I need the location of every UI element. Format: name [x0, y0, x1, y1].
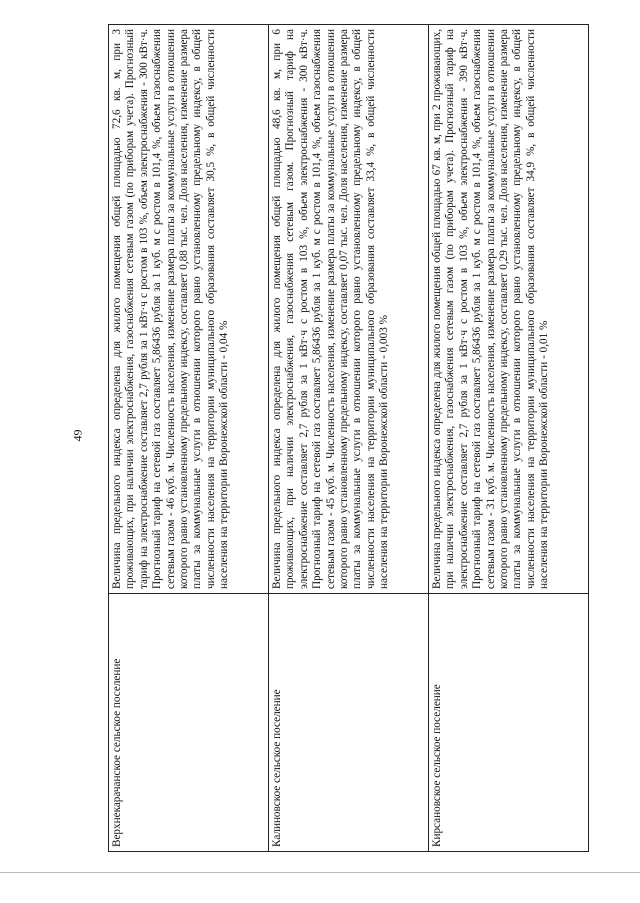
scan-edge-line	[0, 872, 640, 873]
settlements-table	[108, 24, 589, 852]
settlement-name: Кирсановское сельское поселение	[429, 594, 589, 852]
table-row	[429, 25, 589, 852]
settlement-name: Верхнекарачанское сельское поселение	[109, 594, 269, 852]
table-holder	[108, 24, 589, 852]
settlement-description: Величина предельного индекса определена для жилого помещения общей площадью 67 кв. м, при 2 проживающих, при наличии электроснабжения, газоснабжения сетевым газом (по приборам учета). Прогнозный тариф на электроснабжение составляет 2,7 рубля за 1 кВт·ч с ростом в 103 %, объем электроснабжения - 390 кВт·ч. Прогнозный тариф на сетевой газ составляет 5,86436 рубля за 1 куб. м с ростом в 101,4 %, объем газоснабжения сетевым газом - 31 куб. м. Численность населения, изменение размера платы за коммунальные услуги в отношении которого равно установленному предельному индексу, составляет 0,29 тыс. чел. Доля населения, изменение размера платы за коммунальные услуги в отношении которого равно установленному предельному индексу, в общей численности населения на территории муниципального образования составляет 34,9 %, в общей численности населения на территории Воронежской области - 0,01 %	[429, 25, 589, 594]
page-number: 49	[70, 429, 85, 442]
table-row	[109, 25, 269, 852]
rotated-page-content	[108, 24, 589, 852]
settlement-description: Величина предельного индекса определена для жилого помещения общей площадью 48,6 кв. м, при 6 проживающих, при наличии электроснабжения, газоснабжения сетевым газом. Прогнозный тариф на электроснабжение составляет 2,7 рубля за 1 кВт·ч с ростом в 103 %, объем электроснабжения - 300 кВт·ч. Прогнозный тариф на сетевой газ составляет 5,86436 рубля за 1 куб. м с ростом в 101,4 %, объем газоснабжения сетевым газом - 45 куб. м. Численность населения, изменение размера платы за коммунальные услуги в отношении которого равно установленному предельному индексу, составляет 0,07 тыс. чел. Доля населения, изменение размера платы за коммунальные услуги в отношении которого равно установленному предельному индексу, в общей численности населения на территории муниципального образования составляет 33,4 %, в общей численности населения на территории Воронежской области - 0,003 %	[269, 25, 429, 594]
settlement-description: Величина предельного индекса определена для жилого помещения общей площадью 72,6 кв. м, при 3 проживающих, при наличии электроснабжения, газоснабжения сетевым газом (по приборам учета). Прогнозный тариф на электроснабжение составляет 2,7 рубля за 1 кВт·ч с ростом в 103 %, объем электроснабжения - 300 кВт·ч. Прогнозный тариф на сетевой газ составляет 5,86436 рубля за 1 куб. м с ростом в 101,4 %, объем газоснабжения сетевым газом - 46 куб. м. Численность населения, изменение размера платы за коммунальные услуги в отношении которого равно установленному предельному индексу, составляет 0,88 тыс. чел. Доля населения, изменение размера платы за коммунальные услуги в отношении которого равно установленному предельному индексу, в общей численности населения на территории муниципального образования составляет 30,5 %, в общей численности населения на территории Воронежской области - 0,04 %	[109, 25, 269, 594]
settlement-name: Калиновское сельское поселение	[269, 594, 429, 852]
table-row	[269, 25, 429, 852]
